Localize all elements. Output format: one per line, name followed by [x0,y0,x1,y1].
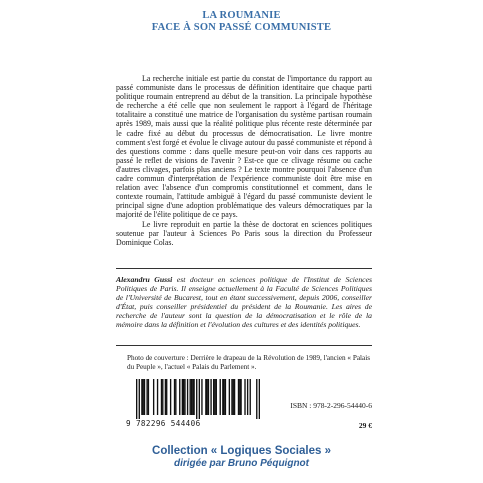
barcode-bar [210,379,211,415]
barcode-bar [229,379,230,415]
barcode-bar [196,379,197,419]
barcode-bar [161,379,162,415]
barcode-bar [143,379,144,415]
barcode-bar [231,379,232,415]
barcode-bar [247,379,248,415]
barcode-digits: 9 782296 544406 [126,419,201,428]
barcode-bar [144,379,145,415]
barcode-bar [187,379,188,415]
barcode-bar [182,379,183,415]
price: 29 € [358,421,372,430]
barcode-bar [206,379,207,415]
barcode-bar [256,379,257,419]
barcode-bar [250,379,251,415]
book-title [0,10,483,34]
barcode-bar [220,379,221,415]
barcode-bar [240,379,241,415]
barcode-icon [136,379,260,419]
barcode-bar [148,379,149,415]
barcode-bar [238,379,239,415]
barcode-bar [179,379,180,415]
isbn: ISBN : 978-2-296-54440-6 [290,401,372,410]
author-bio [116,275,372,330]
collection-director: dirigée par Bruno Péquignot [173,458,309,469]
barcode-bar [205,379,206,415]
summary-paragraph-2: Le livre reproduit en partie la thèse de doctorat en sciences politiques soutenue par l'auteur à Sciences Po Paris sous la direction du Professeur Dominique Colas. [116,220,372,248]
divider-top [116,268,372,269]
barcode-bar [184,379,185,415]
barcode-bar [223,379,224,415]
barcode-bar [183,379,184,415]
barcode-bar [162,379,163,415]
barcode-bar [239,379,240,415]
author-name: Alexandru Gussi [116,275,173,284]
author-bio-text: est docteur en sciences politique de l'Institut de Sciences Politiques de Paris. Il enseigne actuellement à la Faculté de Sciences Politiques de l'Université de Bucarest, tout en étant successivement, depuis 2006, conseiller d'État, puis conseiller présidentiel du président de la Roumanie. Les aires de recherche de l'auteur sont la question de la démocratisation et le rôle de la mémoire dans la définition et l'évolution des cultures et des identités politiques. [116,275,372,330]
book-summary [116,74,372,248]
barcode-bar [216,379,217,415]
barcode-bar [174,379,175,415]
barcode-bar [193,379,194,415]
barcode-bar [222,379,223,415]
barcode-bar [234,379,235,415]
barcode-bar [170,379,171,415]
barcode-bar [199,379,200,419]
collection-block [0,445,483,469]
barcode-bar [213,379,214,415]
barcode-bar [192,379,193,415]
barcode-bar [191,379,192,415]
barcode-bar [153,379,154,415]
barcode-bar [136,379,137,419]
barcode-bar [175,379,176,415]
book-title-line-1: LA ROUMANIE [202,10,281,21]
barcode-bar [244,379,245,415]
barcode-bar [139,379,140,419]
barcode-bar [201,379,202,415]
collection-name: Collection « Logiques Sociales » [152,445,331,457]
barcode-bar [165,379,166,415]
barcode-block [126,379,261,431]
barcode-bar [141,379,142,415]
barcode-bar [157,379,158,415]
divider-bottom [116,345,372,346]
book-title-line-2: FACE À SON PASSÉ COMMUNISTE [151,22,332,33]
barcode-bar [233,379,234,415]
barcode-bar [146,379,147,415]
barcode-bar [190,379,191,415]
photo-credit: Photo de couverture : Derrière le drapeau de la Révolution de 1989, l'ancien « Palais du Peuple », l'actuel « Palais du Parlement ». [127,354,370,371]
barcode-bar [166,379,167,415]
summary-paragraph-1: La recherche initiale est partie du constat de l'importance du rapport au passé communiste dans le processus de définition identitaire que chaque parti politique roumain entreprend au début de la transition. La principale hypothèse de recherche a été celle que non seulement le rapport à l'égard de l'héritage totalitaire a constitué une matrice de l'organisation du système partisan roumain après 1989, mais aussi que la réalité politique plus récente reste déterminée par le cadre fixé au début du processus de démocratisation. Le livre montre comment s'est forgé et évolue le clivage autour du passé communiste et répond à des questions comme : dans quelle mesure peut-on voir dans ces rapports au passé le reflet de visions de l'avenir ? Est-ce que ce clivage résume ou cache d'autres clivages, parfois plus anciens ? Le texte montre pourquoi l'absence d'un cadre commun d'interprétation de l'expérience communiste doit être mise en relation avec l'absence d'un compromis constitutionnel et comment, dans le contexte roumain, l'attitude ambiguë à l'égard du passé communiste devient le principal signe d'une adoption problématique des valeurs démocratiques par la majorité de l'élite politique de ce pays. [116,74,372,220]
barcode-bar [208,379,209,415]
barcode-bar [259,379,260,419]
barcode-bar [225,379,226,415]
barcode-bar [214,379,215,415]
